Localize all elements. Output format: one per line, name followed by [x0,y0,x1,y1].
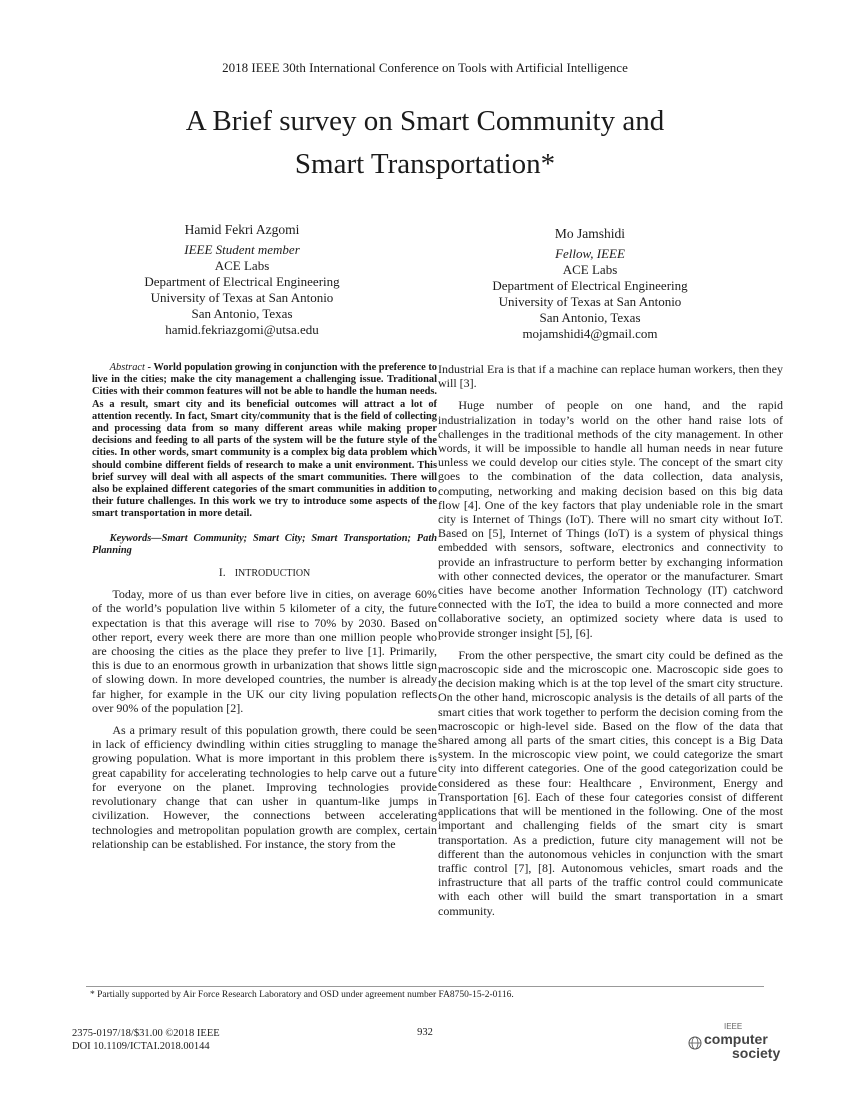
author-department: Department of Electrical Engineering [144,274,340,289]
abstract-text: - World population growing in conjunction with the preference to live in the cities; make the city management a challenging issue. Traditional Cities with their common features will not be able to handle the human needs. As a result, smart city and its beneficial outcomes will attract a lot of attention recently. In fact, Smart city/community that is the field of collecting and processing data from so many different areas while making proper decisions and feeding to all parts of the system will be the future style of the cities. In other words, smart community is a complex big data problem which should combine different fields of research to make a unit environment. This brief survey will deal with all aspects of the smart communities. There will also be explained different categories of the smart communities in addition to their future challenges. In this work we try to introduce some aspects of the smart transportation in more detail. [92,362,437,520]
page-number: 932 [417,1027,433,1038]
author-name: Hamid Fekri Azgomi [184,222,300,237]
copyright-block [72,1027,220,1053]
issn-line: 2375-0197/18/$31.00 ©2018 IEEE [72,1028,220,1039]
section-number: I. [218,565,226,580]
author-email[interactable]: mojamshidi4@gmail.com [522,326,658,341]
body-paragraph: As a primary result of this population growth, there could be seen in lack of efficiency dwindling within cities struggling to manage the growing population. What is more important in this problem there is great capability for accelerating technologies to help carve out a future for everyone on the planet. Improving technologies provide revolutionary change that can usher in quantum-like jumps in civilization. However, the connections between accelerating technologies and metropolitan population growth are complex, certain relationship can be established. For instance, the story from the [92,723,437,851]
conference-header: 2018 IEEE 30th International Conference on Tools with Artificial Intelligence [222,60,628,75]
author-university: University of Texas at San Antonio [498,294,682,309]
body-paragraph: Today, more of us than ever before live in cities, on average 60% of the world’s population live within 5 kilometer of a city, the future expectation is that this average will rise to 70% by 2030. Based on other report, every week there are more than one million people who are choosing the cities as the place they prefer to live [1]. Primarily, this is due to an enormous growth in urbanization that shows little sign of slowing down. In more developed countries, the number is already far higher, for example in the UK our city living population reflects over 90% of the population [2]. [92,587,437,715]
right-column [438,362,783,926]
body-paragraph-continued: Industrial Era is that if a machine can replace human workers, then they will [3]. [438,362,783,391]
globe-icon [688,1036,702,1050]
author-block-2 [440,226,740,342]
left-column [92,362,437,859]
body-paragraph: From the other perspective, the smart city could be defined as the macroscopic side and the microscopic one. Macroscopic side goes to the decision making which is at the top level of the smart city structure. On the other hand, microscopic analysis is the details of all parts of the smart cities that work together to perform the decision coming from the macroscopic or high-level side. Based on the flow of the data that shared among all parts of the smart cities, this concept is a Big Data system. In the microscopic view point, we could categorize the smart city into different categories. One of the good categorization could be considered as these four: Healthcare , Environment, Energy and Transportation [6]. Each of these four categories consist of different applications that will be mentioned in the following. One of the most important and challenging fields of the smart city is smart transportation. As a prediction, future city management will not be different than the autonomous vehicles in conjunction with the smart traffic control [7], [8]. Autonomous vehicles, smart roads and the infrastructure that all parts of the traffic control could communicate with each other will build the smart transportation in a smart community. [438,647,783,918]
footnote: * Partially supported by Air Force Research Laboratory and OSD under agreement number FA8750-15-2-0116. [90,990,514,1000]
abstract-label: Abstract [109,362,145,373]
author-lab: ACE Labs [214,258,270,273]
body-paragraph: Huge number of people on one hand, and the rapid industrialization in today’s world on the other hand raise lots of challenges in the traditional methods of the city management. In other words, it will be impossible to handle all human needs in near future unless we could develop our cities style. The concept of the smart city goes to the combination of the data collection, data analysis, computing, networking and making decision based on this big data flow [4]. One of the key factors that play undeniable role in the smart city is Internet of Things (IoT). There will no smart city without IoT. Based on [5], Internet of Things (IoT) is a system of physical things embedded with sensors, software, electronics and connectivity to provide an infrastructure to perform better by exchanging information with other connected devices, the operator or the manufacturer. Smart cities have become another Information Technology (IT) catchword connected with the IoT, the idea to build a more connected and more collaborative society, an optimized society where data is used to provide stronger insight [5], [6]. [438,398,783,640]
title-line-2: Smart Transportation* [294,148,556,180]
author-email[interactable]: hamid.fekriazgomi@utsa.edu [165,322,319,337]
author-city: San Antonio, Texas [539,310,641,325]
author-role: IEEE Student member [184,242,300,257]
title-line-1: A Brief survey on Smart Community and [185,105,665,137]
author-university: University of Texas at San Antonio [150,290,334,305]
author-block-1 [92,222,392,338]
keywords: Keywords—Smart Community; Smart City; Smart Transportation; Path Planning [92,532,437,556]
author-name: Mo Jamshidi [554,226,626,241]
ieee-computer-society-logo: IEEE computer society [686,1022,786,1066]
author-role: Fellow, IEEE [555,246,625,261]
paper-title [100,100,750,186]
section-title: INTRODUCTION [234,568,311,580]
abstract [92,362,437,557]
footnote-divider [86,986,764,987]
author-city: San Antonio, Texas [191,306,293,321]
author-department: Department of Electrical Engineering [492,278,688,293]
author-lab: ACE Labs [562,262,618,277]
doi-line[interactable]: DOI 10.1109/ICTAI.2018.00144 [72,1041,210,1052]
section-heading [92,565,437,581]
